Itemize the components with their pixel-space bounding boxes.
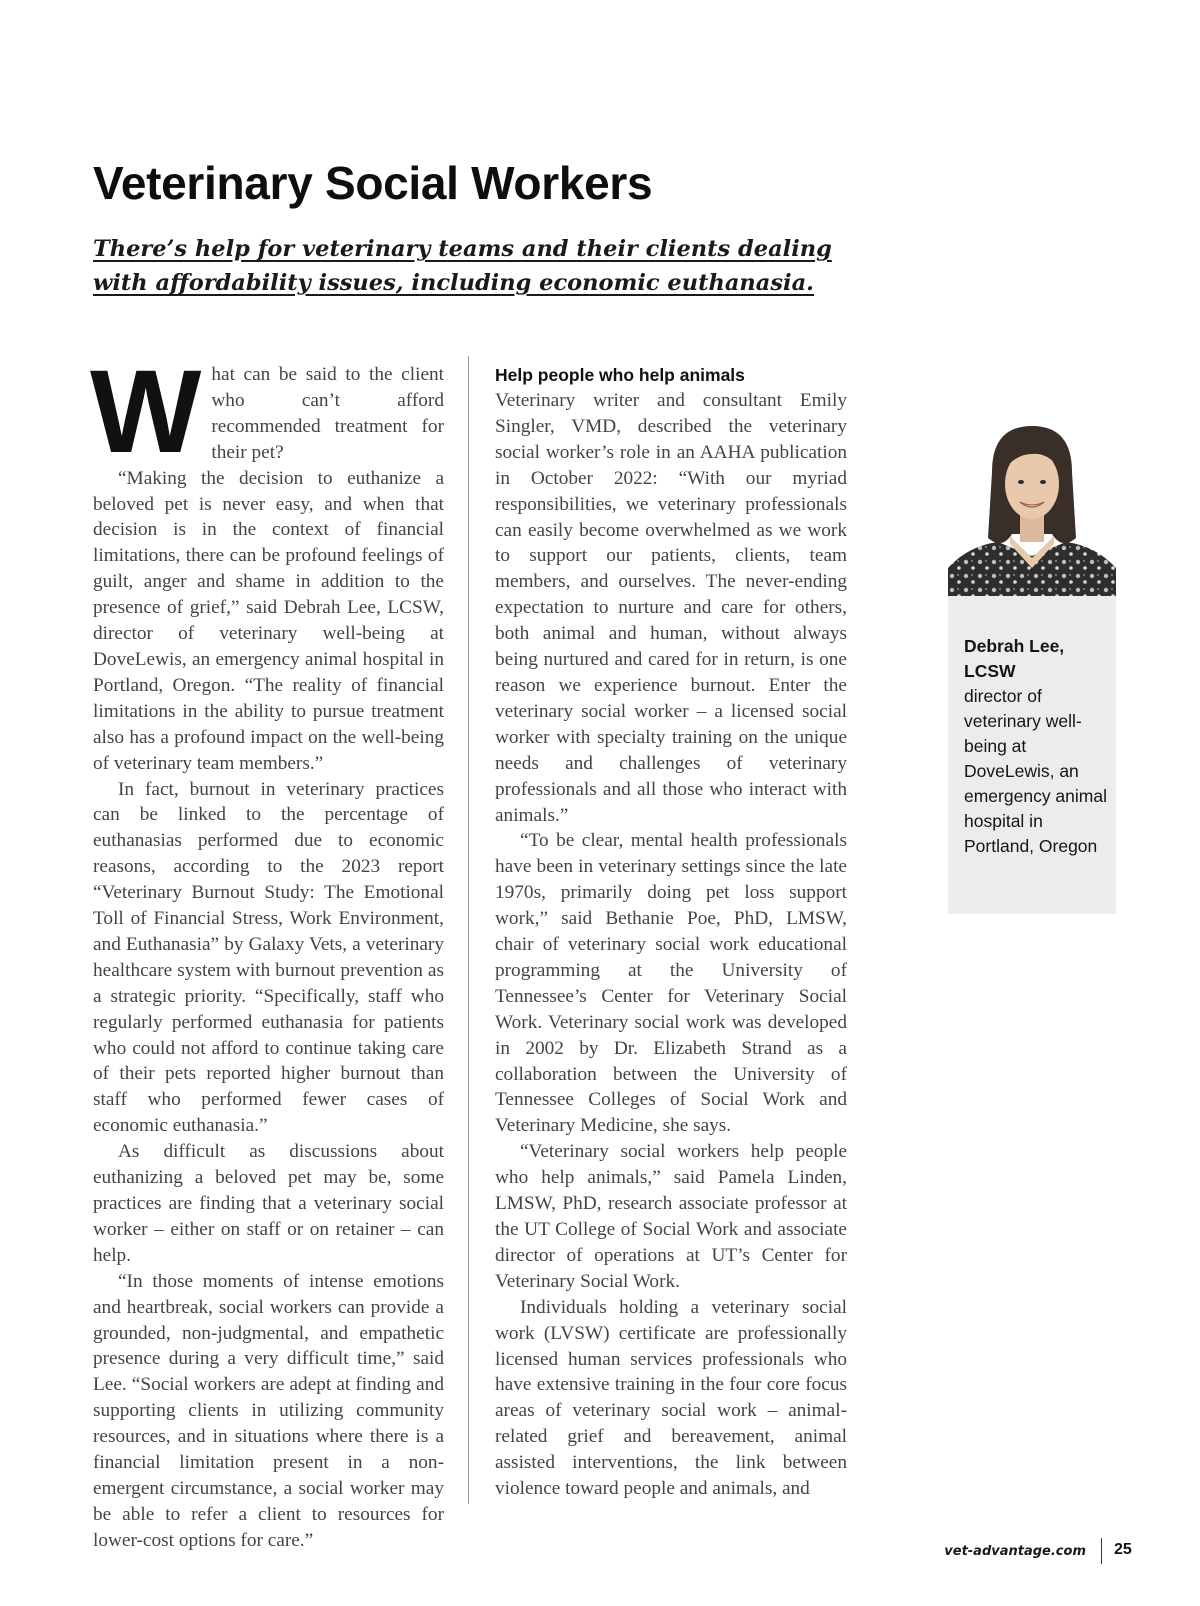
column-divider bbox=[468, 356, 469, 1504]
body-paragraph: “Veterinary social workers help people who help animals,” said Pamela Linden, LMSW, PhD, research associate professor at the UT College of Social Work and associate director of operations at UT’s Center for Veterinary Social Work. bbox=[495, 1141, 847, 1292]
body-paragraph: “To be clear, mental health professionals have been in veterinary settings since the late 1970s, primarily doing pet loss support work,” said Bethanie Poe, PhD, LMSW, chair of veterinary social work educational programming at the University of Tennessee’s Center for Veterinary Social Work. Veterinary social work was developed in 2002 by Dr. Elizabeth Strand as a collaboration between the University of Tennessee Colleges of Social Work and Veterinary Medicine, she says. bbox=[495, 830, 847, 1137]
portrait-image bbox=[948, 418, 1116, 596]
drop-cap: W bbox=[90, 346, 202, 478]
left-column bbox=[90, 346, 444, 1554]
body-paragraph: In fact, burnout in veterinary practices can be linked to the percentage of euthanasias performed due to economic reasons, according to the 2023 report “Veterinary Burnout Study: The Emotional Toll of Financial Stress, Work Environment, and Euthanasia” by Galaxy Vets, a veterinary healthcare system with burnout prevention as a strategic priority. “Specifically, staff who regularly performed euthanasia for patients who could not afford to continue taking care of their pets reported higher burnout than staff who performed fewer cases of economic euthanasia.” bbox=[93, 778, 444, 1137]
body-paragraph: As difficult as discussions about euthanizing a beloved pet may be, some practices are finding that a veterinary social worker – either on staff or on retainer – can help. bbox=[93, 1141, 444, 1266]
body-paragraph: Veterinary writer and consultant Emily Singler, VMD, described the veterinary social worker’s role in an AAHA publication in October 2022: “With our myriad responsibilities, we veterinary professionals can easily become overwhelmed as we work to support our patients, clients, team members, and ourselves. The never-ending expectation to nurture and care for others, both animal and human, without always being nurtured and cared for in return, is one reason we experience burnout. Enter the veterinary social worker – a licensed social worker with specialty training on the unique needs and challenges of veterinary professionals and all those who interact with animals.” bbox=[495, 390, 847, 826]
portrait-photo bbox=[948, 418, 1116, 596]
article-subtitle: There’s help for veterinary teams and their clients dealing with affordability issues, including economic euthanasia. bbox=[93, 236, 832, 296]
footer-separator bbox=[1101, 1538, 1102, 1564]
body-paragraph: “Making the decision to euthanize a beloved pet is never easy, and when that decision is in the context of financial limitations, there can be profound feelings of guilt, anger and shame in addition to the presence of grief,” said Debrah Lee, LCSW, director of veterinary well-being at DoveLewis, an emergency animal hospital in Portland, Oregon. “The reality of financial limitations in the ability to pursue treatment also has a profound impact on the well-being of veterinary team members.” bbox=[93, 467, 444, 774]
page-number: 25 bbox=[1114, 1541, 1132, 1558]
body-paragraph: “In those moments of intense emotions and heartbreak, social workers can provide a grounded, non-judgmental, and empathetic presence during a very difficult time,” said Lee. “Social workers are adept at finding and supporting clients in utilizing community resources, and in situations where there is a financial limitation present in a non-emergent circumstance, a social worker may be able to refer a client to resources for lower-cost options for care.” bbox=[93, 1270, 444, 1551]
profile-sidebar bbox=[948, 418, 1116, 914]
caption-name: Debrah Lee, LCSW bbox=[964, 636, 1065, 681]
intro-text: hat can be said to the client who can’t afford recommended treatment for their pet? bbox=[211, 364, 444, 463]
section-heading: Help people who help animals bbox=[495, 365, 745, 385]
middle-column bbox=[495, 362, 847, 1502]
article-title: Veterinary Social Workers bbox=[93, 157, 653, 209]
footer-website: vet-advantage.com bbox=[944, 1544, 1086, 1559]
photo-caption bbox=[964, 634, 1114, 859]
intro-paragraph bbox=[90, 346, 444, 478]
caption-role: director of veterinary well-being at DoveLewis, an emergency animal hospital in Portland, Oregon bbox=[964, 686, 1107, 856]
body-paragraph: Individuals holding a veterinary social work (LVSW) certificate are professionally licensed human services professionals who have extensive training in the four core focus areas of veterinary social work – animal-related grief and bereavement, animal assisted interventions, the link between violence toward people and animals, and bbox=[495, 1296, 847, 1500]
